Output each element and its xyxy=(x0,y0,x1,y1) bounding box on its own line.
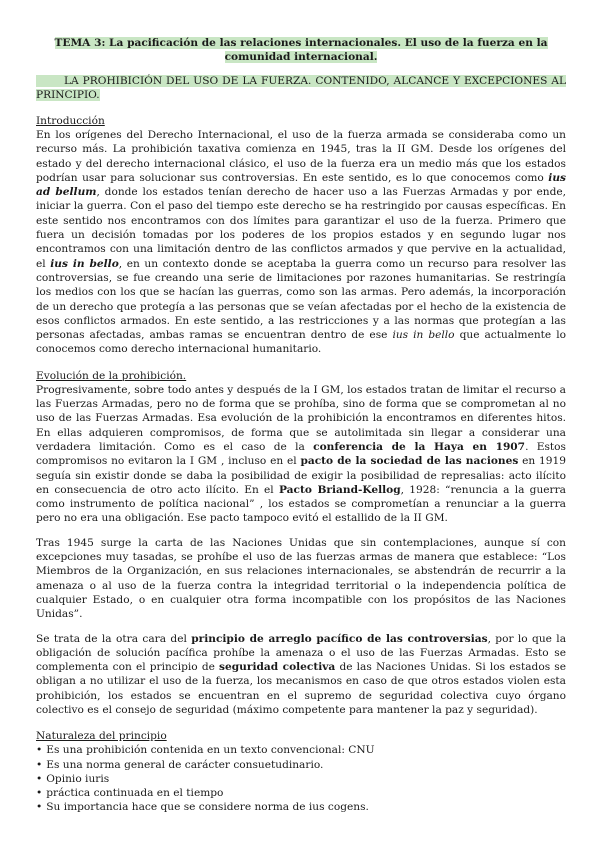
intro-paragraph: En los orígenes del Derecho Internacional, el uso de la fuerza armada se consideraba como un recurso más. La prohibición taxativa comienza en 1945, tras la II GM. Desde los orígenes del estado y del derecho internacional clásico, el uso de la fuerza era un medio más que los estados podrían usar para solucionar sus controversias. En este sentido, es lo que conocemos como ius ad bellum, donde los estados tenían derecho de hacer uso a las Fuerzas Armadas y por ende, iniciar la guerra. Con el paso del tiempo este derecho se ha restringido por causas específicas. En este sentido nos encontramos con dos límites para garantizar el uso de la fuerza. Primero que fuera un decisión tomadas por los poderes de los propios estados y en segundo lugar nos encontramos con una limitación dentro de las conflictos armados y que pervive en la actualidad, el ius in bello, en un contexto donde se aceptaba la guerra como un recurso para resolver las controversias, se fue creando una serie de limitaciones por razones humanitarias. Se restringía los medios con los que se hacían las guerras, como son las armas. Pero además, la incorporación de un derecho que protegía a las personas que se veían afectadas por el hecho de la existencia de esos conflictos armados. En este sentido, a las restricciones y a las normas que protegían a las personas afectadas, ambas ramas se encuentran dentro de ese ius in bello que actualmente lo conocemos como derecho internacional humanitario. xyxy=(36,129,567,356)
term-briand-kellog: Pacto Briand-Kellog xyxy=(278,483,401,496)
term-ius-in-bello: ius in bello xyxy=(50,257,119,270)
term-ius-in-bello-2: ius in bello xyxy=(392,329,455,342)
naturaleza-list xyxy=(36,743,566,814)
evolucion-paragraph-3: Se trata de la otra cara del principio de arreglo pacífico de las controversias, por lo que la obligación de solución pacífica prohíbe la amenaza o el uso de las Fuerzas Armadas. Esto se complementa con el principio de seguridad colectiva de las Naciones Unidas. Si los estados se obligan a no utilizar el uso de la fuerza, los mecanismos en caso de que otros estados violen esta prohibición, los estados se encuentran en el supremo de seguridad colectiva cuyo órgano colectivo es el consejo de seguridad (máximo competente para mantener la paz y seguridad). xyxy=(36,632,567,716)
term-ius-ad-bellum: ius ad bellum xyxy=(36,171,566,199)
term-sociedad-naciones: pacto de la sociedad de las naciones xyxy=(300,455,519,468)
list-item: • Es una norma general de carácter consuetudinario. xyxy=(36,758,566,772)
list-item: • práctica continuada en el tiempo xyxy=(36,786,566,800)
term-seguridad-colectiva: seguridad colectiva xyxy=(219,661,336,674)
section-subtitle xyxy=(36,74,566,102)
list-item: • Opinio iuris xyxy=(36,772,566,786)
intro-heading: Introducción xyxy=(36,115,105,127)
document-title xyxy=(44,36,558,64)
subtitle-text: LA PROHIBICIÓN DEL USO DE LA FUERZA. CONTENIDO, ALCANCE Y EXCEPCIONES AL PRINCIPIO. xyxy=(36,75,566,101)
term-haya: conferencia de la Haya en 1907 xyxy=(313,440,526,453)
list-item: • Es una prohibición contenida en un texto convencional: CNU xyxy=(36,743,566,757)
term-arreglo-pacifico: principio de arreglo pacífico de las controversias xyxy=(191,632,488,645)
evolucion-paragraph-1: Progresivamente, sobre todo antes y después de la I GM, los estados tratan de limitar el recurso a las Fuerzas Armadas, pero no de forma que se prohíba, sino de forma que se comprometan al no uso de las Fuerzas Armadas. Esa evolución de la prohibición la encontramos en diferentes hitos. En ellas adquieren compromisos, de forma que se autolimitada sin llegar a considerar una verdadera limitación. Como es el caso de la conferencia de la Haya en 1907. Estos compromisos no evitaron la I GM , incluso en el pacto de la sociedad de las naciones en 1919 seguía sin existir donde se daba la posibilidad de exigir la posibilidad de represalias: acto ilícito en consecuencia de otro acto ilícito. En el Pacto Briand-Kellog, 1928: “renuncia a la guerra como instrumento de política nacional” , los estados se comprometían a renunciar a la guerra pero no era una obligación. Ese pacto tampoco evitó el estallido de la II GM. xyxy=(36,383,566,525)
title-highlight: TEMA 3: La pacificación de las relaciones internacionales. El uso de la fuerza en la comunidad internacional. xyxy=(54,37,548,63)
naturaleza-heading: Naturaleza del principio xyxy=(36,730,167,743)
evolucion-heading: Evolución de la prohibición. xyxy=(36,369,187,382)
evolucion-paragraph-2: Tras 1945 surge la carta de las Naciones Unidas que sin contemplaciones, aunque sí con excepciones muy tasadas, se prohíbe el uso de las fuerzas armas de manera que establece: “Los Miembros de la Organización, en sus relaciones internacionales, se abstendrán de recurrir a la amenaza o al uso de la fuerza contra la integridad territorial o la independencia política de cualquier Estado, o en cualquier otra forma incompatible con los propósitos de las Naciones Unidas”. xyxy=(36,536,566,621)
list-item: • Su importancia hace que se considere norma de ius cogens. xyxy=(36,800,566,814)
